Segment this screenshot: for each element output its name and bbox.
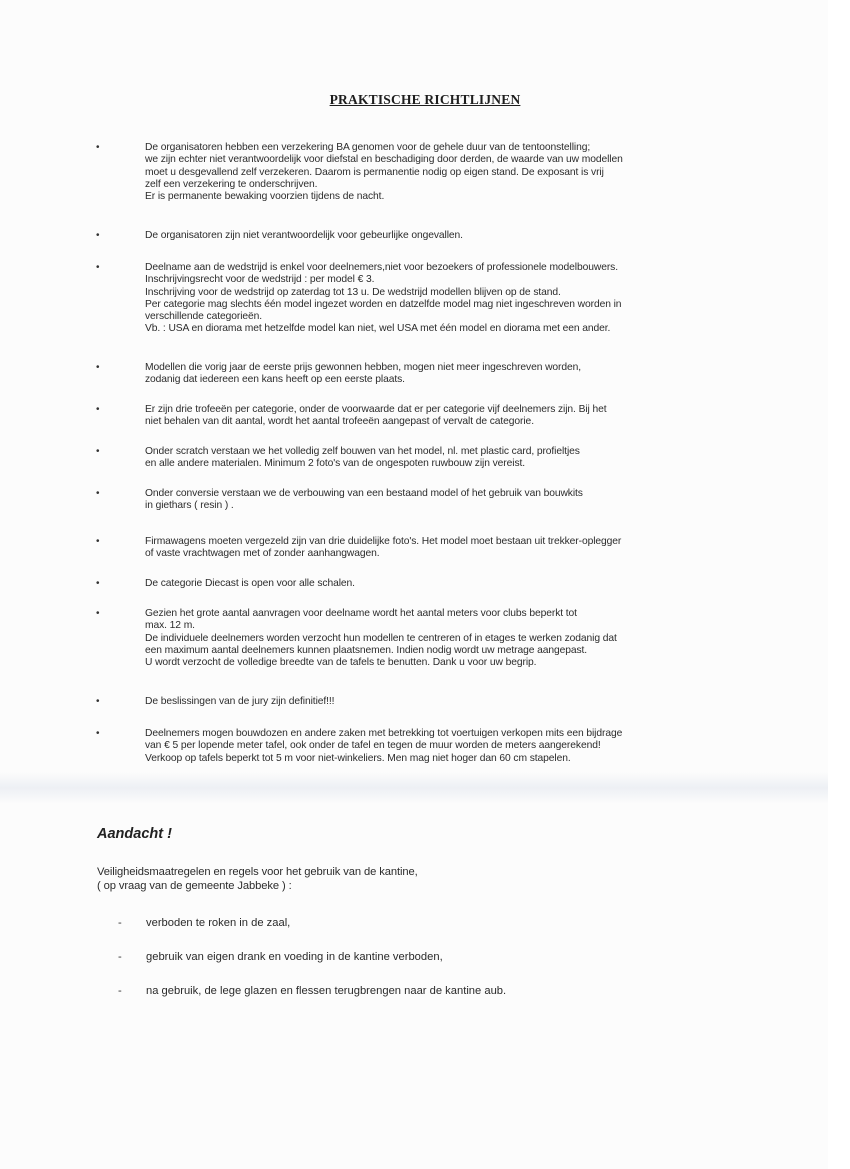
rule-text — [145, 230, 760, 242]
rule-line: van € 5 per lopende meter tafel, ook onder de tafel en tegen de muur worden de meters aangerekend! — [145, 740, 601, 752]
rule-text — [145, 362, 760, 387]
rule-line: Inschrijving voor de wedstrijd op zaterdag tot 13 u. De wedstrijd modellen blijven op de stand. — [145, 286, 561, 298]
rule-line: we zijn echter niet verantwoordelijk voor diefstal en beschadiging door derden, de waarde van uw modellen — [145, 154, 623, 166]
bullet-icon: • — [96, 696, 100, 707]
rule-line: De organisatoren hebben een verzekering BA genomen voor de gehele duur van de tentoonstelling; — [145, 142, 591, 153]
bullet-icon: • — [96, 230, 100, 241]
rule-text — [145, 142, 760, 203]
bullet-icon: • — [96, 608, 100, 619]
rule-text — [145, 696, 760, 708]
bullet-icon: • — [96, 446, 100, 457]
dash-bullet-icon: - — [118, 917, 122, 929]
rule-line: Modellen die vorig jaar de eerste prijs gewonnen hebben, mogen niet meer ingeschreven worden, — [145, 362, 582, 373]
attention-intro — [97, 866, 697, 893]
rule-line: De categorie Diecast is open voor alle schalen. — [145, 578, 355, 589]
bullet-icon: • — [96, 578, 100, 589]
rule-text — [145, 728, 760, 765]
rule-text — [145, 578, 760, 590]
rule-text — [145, 446, 760, 471]
rule-line: De beslissingen van de jury zijn definitief!!! — [145, 696, 335, 707]
rule-line: moet u desgevallend zelf verzekeren. Daarom is permanentie nodig op eigen stand. De exposant is vrij — [145, 166, 604, 178]
bullet-icon: • — [96, 488, 100, 499]
measure-text: verboden te roken in de zaal, — [146, 917, 291, 929]
rule-line: niet behalen van dit aantal, wordt het aantal trofeeën aangepast of vervalt de categorie. — [145, 416, 534, 428]
rule-line: en alle andere materialen. Minimum 2 foto's van de ongespoten ruwbouw zijn vereist. — [145, 458, 526, 470]
rule-line: De organisatoren zijn niet verantwoordelijk voor gebeurlijke ongevallen. — [145, 230, 463, 241]
rule-text — [145, 262, 760, 336]
rule-line: De individuele deelnemers worden verzocht hun modellen te centreren of in etages te werken zodanig dat — [145, 632, 617, 644]
rule-text — [145, 536, 760, 561]
rule-text — [145, 608, 760, 669]
scan-fold-shadow — [0, 772, 828, 804]
document-title: PRAKTISCHE RICHTLIJNEN — [329, 92, 521, 107]
rule-line: Deelname aan de wedstrijd is enkel voor deelnemers,niet voor bezoekers of professionele modelbouwers. — [145, 262, 618, 273]
bullet-icon: • — [96, 728, 100, 739]
rule-line: Onder conversie verstaan we de verbouwing van een bestaand model of het gebruik van bouwkits — [145, 488, 583, 499]
bullet-icon: • — [96, 362, 100, 373]
rule-line: Er is permanente bewaking voorzien tijdens de nacht. — [145, 191, 385, 203]
attention-intro-line: ( op vraag van de gemeente Jabbeke ) : — [97, 879, 292, 892]
rule-line: U wordt verzocht de volledige breedte van de tafels te benutten. Dank u voor uw begrip. — [145, 657, 537, 669]
rule-line: Gezien het grote aantal aanvragen voor deelname wordt het aantal meters voor clubs beperkt tot — [145, 608, 577, 619]
rule-line: Onder scratch verstaan we het volledig zelf bouwen van het model, nl. met plastic card, profieltjes — [145, 446, 580, 457]
rule-text — [145, 404, 760, 429]
measure-text: na gebruik, de lege glazen en flessen terugbrengen naar de kantine aub. — [146, 985, 507, 997]
rule-line: een maximum aantal deelnemers kunnen plaatsnemen. Indien nodig wordt uw metrage aangepast. — [145, 644, 588, 656]
rule-line: of vaste vrachtwagen met of zonder aanhangwagen. — [145, 548, 380, 560]
rule-line: zodanig dat iedereen een kans heeft op een eerste plaats. — [145, 374, 405, 386]
rule-line: Inschrijvingsrecht voor de wedstrijd : per model € 3. — [145, 274, 375, 286]
rule-text — [145, 488, 760, 513]
rule-line: Vb. : USA en diorama met hetzelfde model kan niet, wel USA met één model en diorama met een ander. — [145, 323, 611, 335]
rule-line: Per categorie mag slechts één model ingezet worden en datzelfde model mag niet ingeschreven worden in — [145, 298, 622, 310]
attention-intro-line: Veiligheidsmaatregelen en regels voor het gebruik van de kantine, — [97, 866, 418, 878]
rule-line: zelf een verzekering te onderschrijven. — [145, 178, 318, 190]
rule-line: in giethars ( resin ) . — [145, 500, 234, 512]
bullet-icon: • — [96, 142, 100, 153]
bullet-icon: • — [96, 536, 100, 547]
rule-line: Deelnemers mogen bouwdozen en andere zaken met betrekking tot voertuigen verkopen mits een bijdrage — [145, 728, 623, 739]
dash-bullet-icon: - — [118, 951, 122, 963]
measure-text: gebruik van eigen drank en voeding in de kantine verboden, — [146, 951, 443, 963]
rule-line: Er zijn drie trofeeën per categorie, onder de voorwaarde dat er per categorie vijf deelnemers zijn. Bij het — [145, 404, 607, 415]
rule-line: verschillende categorieën. — [145, 311, 263, 323]
bullet-icon: • — [96, 262, 100, 273]
dash-bullet-icon: - — [118, 985, 122, 997]
bullet-icon: • — [96, 404, 100, 415]
rule-line: Firmawagens moeten vergezeld zijn van drie duidelijke foto's. Het model moet bestaan uit trekker-oplegger — [145, 536, 622, 547]
rule-line: Verkoop op tafels beperkt tot 5 m voor niet-winkeliers. Men mag niet hoger dan 60 cm stapelen. — [145, 752, 571, 764]
rule-line: max. 12 m. — [145, 620, 195, 632]
attention-heading: Aandacht ! — [97, 826, 172, 842]
